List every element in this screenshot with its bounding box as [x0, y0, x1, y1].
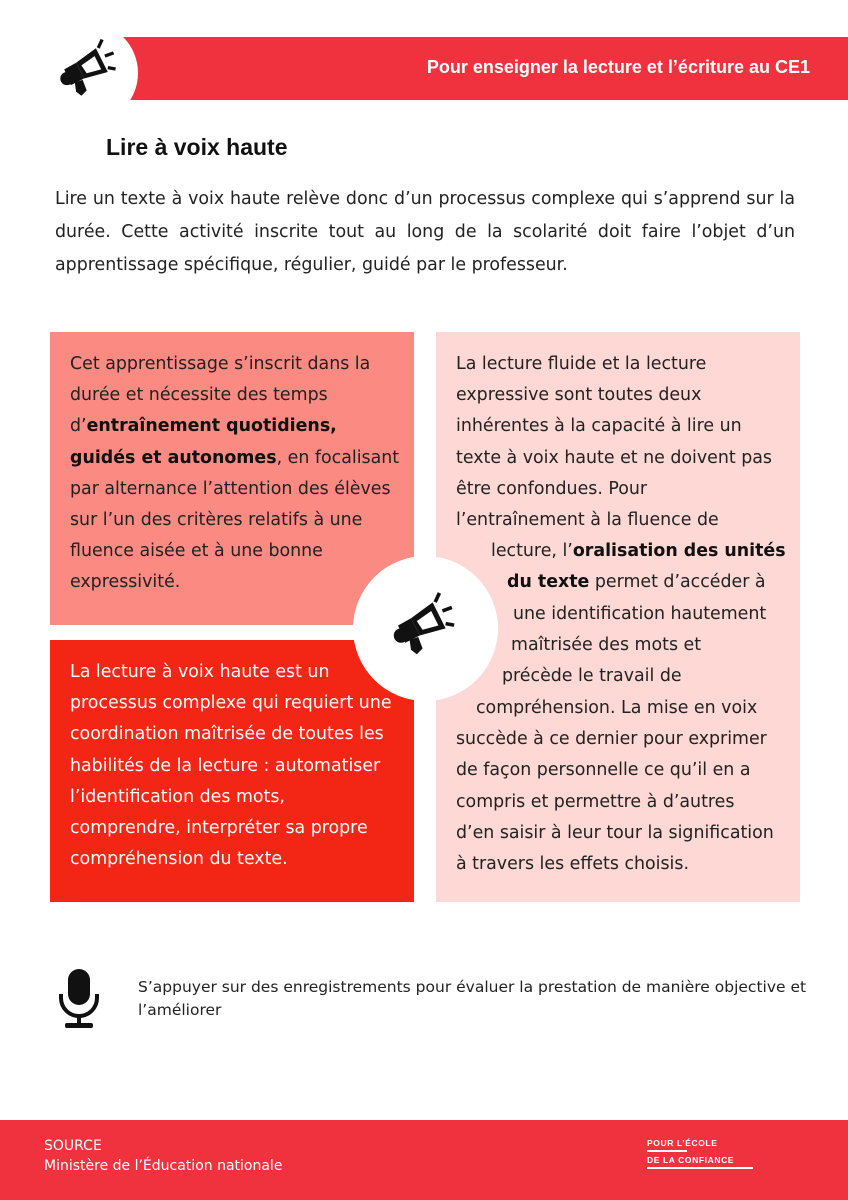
fluence-line: être confondues. Pour: [456, 479, 648, 499]
box-entrainement-text: [70, 349, 400, 599]
fluence-line: maîtrisée des mots et: [511, 635, 702, 655]
tip-text: S’appuyer sur des enregistrements pour évaluer la prestation de manière objective et l’améliorer: [138, 978, 807, 1019]
fluence-bold: oralisation des unités: [572, 541, 786, 561]
intro-paragraph: Lire un texte à voix haute relève donc d’un processus complexe qui s’apprend sur la durée. Cette activité inscrite tout au long de la scolarité doit faire l’objet d’un apprentissage spécifique, régulier, guidé par le professeur.: [55, 189, 795, 275]
box-a-bold: entraînement quotidiens, guidés et autonomes: [70, 416, 337, 468]
logo-line-2: DE LA CONFIANCE: [647, 1154, 753, 1169]
fluence-line: précède le travail de: [502, 666, 682, 686]
fluence-line-part: lecture, l’: [491, 541, 573, 561]
fluence-line: compréhension. La mise en voix: [476, 698, 758, 718]
fluence-line: compris et permettre à d’autres: [456, 792, 735, 812]
header-title: Pour enseigner la lecture et l’écriture au CE1: [426, 57, 810, 77]
box-a-pre: Cet apprentissage s’inscrit dans la durée et nécessite des temps d’: [70, 354, 371, 437]
box-a-post: , en focalisant par alternance l’attention des élèves sur l’un des critères relatifs à une fluence aisée et à une bonne expressivité.: [70, 447, 400, 593]
fluence-line: l’entraînement à la fluence de: [456, 510, 719, 530]
fluence-line: succède à ce dernier pour exprimer: [456, 729, 767, 749]
fluence-line: expressive sont toutes deux: [456, 385, 702, 405]
section-title: Lire à voix haute: [106, 134, 288, 160]
fluence-line: inhérentes à la capacité à lire un: [456, 416, 742, 436]
box-processus-text: La lecture à voix haute est un processus complexe qui requiert une coordination maîtrisée de toutes les habilités de la lecture : automatiser l’identification des mots, comprendre, interpréter sa propre compréhension du texte.: [70, 662, 392, 870]
header-band: [96, 37, 848, 100]
fluence-line: La lecture fluide et la lecture: [456, 354, 707, 374]
fluence-line: [507, 567, 766, 598]
fluence-bold: du texte: [507, 572, 590, 592]
megaphone-icon: [388, 588, 460, 660]
fluence-line: de façon personnelle ce qu’il en a: [456, 760, 751, 780]
fluence-line-part: permet d’accéder à: [589, 572, 766, 592]
footer-ministry: Ministère de l’Éducation nationale: [44, 1158, 283, 1174]
fluence-line: à travers les effets choisis.: [456, 854, 689, 874]
fluence-line: [491, 536, 786, 567]
footer-source-label: SOURCE: [44, 1138, 102, 1154]
fluence-line: d’en saisir à leur tour la signification: [456, 823, 774, 843]
fluence-line: une identification hautement: [513, 604, 767, 624]
logo-line-1: POUR L’ÉCOLE: [647, 1137, 687, 1152]
logo: [647, 1137, 757, 1169]
megaphone-icon: [55, 35, 121, 101]
microphone-icon: [56, 968, 102, 1030]
fluence-line: texte à voix haute et ne doivent pas: [456, 448, 772, 468]
